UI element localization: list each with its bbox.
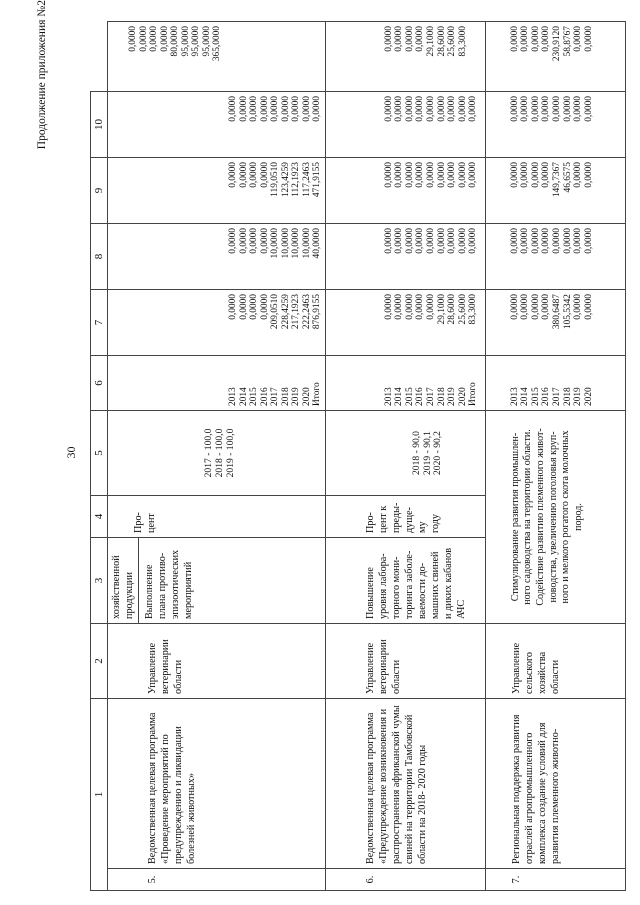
- col-10-values: 0,0000 0,0000 0,0000 0,0000 230,9120 58,8767 0,0000 0,0000: [485, 22, 625, 92]
- header-col-8: 8: [91, 224, 108, 290]
- col-9-values: 0,0000 0,0000 0,0000 0,0000 0,0000 0,0000 0,0000 0,0000 0,0000: [325, 92, 485, 158]
- executor: Управление сельского хозяйства области: [485, 624, 625, 699]
- program-name: Региональная поддержка развития отраслей агропромышленного комплекса создание условий для развития племенного животно-: [485, 699, 625, 869]
- col-9-values: 0,0000 0,0000 0,0000 0,0000 0,0000 0,0000 0,0000 0,0000: [485, 92, 625, 158]
- row-index: 6.: [325, 869, 485, 891]
- header-col-6: 6: [91, 356, 108, 411]
- table-row: [485, 22, 625, 891]
- header-col-5: 5: [91, 411, 108, 496]
- col-8-values: 0,0000 0,0000 0,0000 0,0000 0,0000 0,0000 0,0000 0,0000 0,0000: [325, 158, 485, 224]
- years: 2013 2014 2015 2016 2017 2018 2019 2020 Итого: [108, 356, 326, 411]
- col-8-values: 0,0000 0,0000 0,0000 0,0000 149,7367 46,6575 0,0000 0,0000: [485, 158, 625, 224]
- table-row: [108, 22, 326, 891]
- program-name: Ведомственная целевая программа «Проведение мероприятий по предупреждению и ликвидации болезней животных»: [108, 699, 326, 869]
- indicator-cell: [108, 538, 326, 624]
- col-7-values: 0,0000 0,0000 0,0000 0,0000 0,0000 0,0000 0,0000 0,0000 0,0000: [325, 224, 485, 290]
- col-9-values: 0,0000 0,0000 0,0000 0,0000 0,0000 0,0000 0,0000 0,0000 0,0000: [108, 92, 326, 158]
- col-6-values: 0,0000 0,0000 0,0000 0,0000 0,0000 29,1000 28,6000 25,6000 83,3000: [325, 290, 485, 356]
- col-6-values: 0,0000 0,0000 0,0000 0,0000 209,0510 228,4259 217,1923 222,2463 876,9155: [108, 290, 326, 356]
- header-row: [91, 22, 108, 891]
- years: 2013 2014 2015 2016 2017 2018 2019 2020: [485, 356, 625, 411]
- header-col-7: 7: [91, 290, 108, 356]
- years: 2013 2014 2015 2016 2017 2018 2019 2020 Итого: [325, 356, 485, 411]
- program-table: [90, 21, 626, 891]
- unit: Про- цент к преды- дуще- му году: [325, 496, 485, 538]
- header-col-2: 2: [91, 624, 108, 699]
- carryover-text: хозяйственной продукции: [110, 538, 139, 623]
- indicator: Выполнение плана противо- эпизоотических мероприятий: [144, 549, 195, 619]
- header-col-4: 4: [91, 496, 108, 538]
- indicator-merged: Стимулирование развития промышлен- ного садоводства на территории области. Содействие развитию племенного живот- новодства, увеличению поголовья круп- ного и мелкого рогатого скота молочных пород.: [485, 411, 625, 624]
- table-row: [325, 22, 485, 891]
- executor: Управление ветеринарии области: [108, 624, 326, 699]
- col-8-values: 0,0000 0,0000 0,0000 0,0000 119,0510 123,4259 112,1923 117,2463 471,9155: [108, 158, 326, 224]
- executor: Управление ветеринарии области: [325, 624, 485, 699]
- targets: 2018 - 90,0 2019 - 90,1 2020 - 90,2: [325, 411, 485, 496]
- col-10-values: 0,0000 0,0000 0,0000 0,0000 80,0000 95,0000 95,0000 95,0000 365,0000: [108, 22, 326, 92]
- header-col-1: 1: [91, 699, 108, 891]
- header-col-9: 9: [91, 158, 108, 224]
- row-index: 7.: [485, 869, 625, 891]
- targets: 2017 - 100,0 2018 - 100,0 2019 - 100,0: [108, 411, 326, 496]
- col-7-values: 0,0000 0,0000 0,0000 0,0000 10,0000 10,0000 10,0000 10,0000 40,0000: [108, 224, 326, 290]
- page-number: 30: [64, 446, 78, 459]
- col-6-values: 0,0000 0,0000 0,0000 0,0000 380,6487 105,5342 0,0000 0,0000: [485, 290, 625, 356]
- header-col-10: 10: [91, 92, 108, 158]
- row-index: 5.: [108, 869, 326, 891]
- unit: Про- цент: [108, 496, 326, 538]
- program-name: Ведомственная целевая программа «Предупреждение возникновения и распространения африканской чумы свиней на территории Тамбовской области на 2018- 2020 годы: [325, 699, 485, 869]
- col-10-values: 0,0000 0,0000 0,0000 0,0000 29,1000 28,6000 25,6000 83,3000: [325, 22, 485, 92]
- col-7-values: 0,0000 0,0000 0,0000 0,0000 0,0000 0,0000 0,0000 0,0000: [485, 224, 625, 290]
- continuation-label: Продолжение приложения №2: [36, 0, 48, 150]
- header-col-3: 3: [91, 538, 108, 624]
- indicator: Повышение уровня лабора- торного мони- торинга заболе- ваемости до- машних свиней и диких кабанов АЧС: [325, 538, 485, 624]
